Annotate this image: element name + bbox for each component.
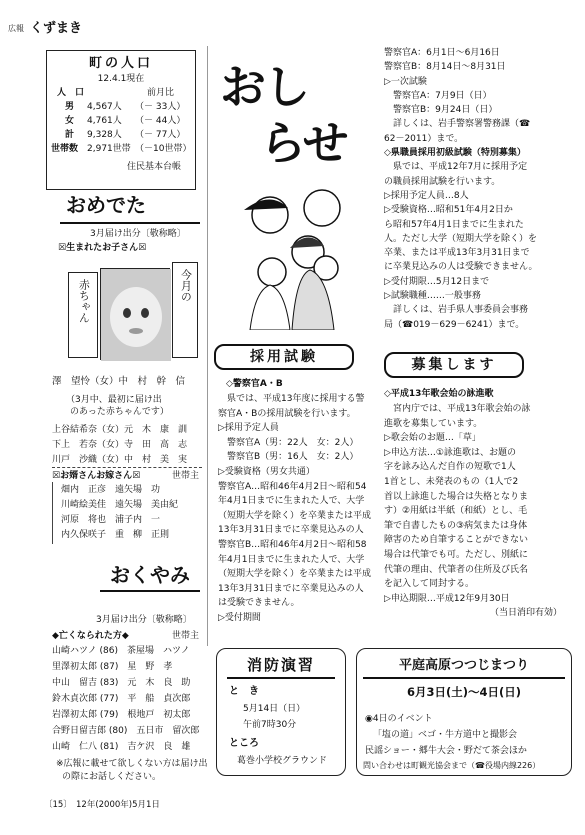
family-illustration	[230, 180, 360, 330]
photo-caption-right-text: 今月の	[179, 269, 193, 302]
boshu-title: ◇平成13年歌会始の詠進歌	[384, 389, 494, 399]
population-as-of: 12.4.1現在	[97, 74, 145, 84]
recruit-col3-line: ▷受付期限…5月12日まで	[384, 276, 490, 287]
divider	[52, 467, 202, 468]
boshu-line: 字を詠み込んだ自作の短歌で1人	[384, 462, 516, 473]
death-item: 鈴木貞次郎 (77) 平 船 貞次郎	[52, 694, 191, 704]
population-title: 町の人口	[88, 56, 153, 71]
congrats-note: 3月届け出分〔敬称略〕	[90, 229, 186, 239]
recruit-col3-line: 人。ただし大学（短期大学を除く）を	[384, 233, 538, 244]
festival-box	[356, 648, 572, 776]
recruit-col3-line: ▷採用予定人員…8人	[384, 190, 469, 201]
photo-caption-left-text: 赤ちゃん	[77, 279, 91, 323]
featured-note: のあった赤ちゃんです）	[70, 407, 169, 417]
boshu-line: す）②用紙は半紙（和紙）とし、毛	[384, 506, 528, 517]
death-item: 里澤初太郎 (87) 星 野 孝	[52, 662, 173, 672]
birth-item: 上谷結希奈（女）元 木 康 訓	[52, 425, 188, 435]
photo-caption-left	[68, 272, 98, 358]
boshu-line: ▷歌会始のお題…「草」	[384, 433, 481, 444]
festival-underline	[363, 677, 565, 679]
population-row-value: 2,971世帯	[87, 144, 131, 154]
population-row-diff: （－ 44人）	[135, 116, 186, 126]
death-item: 山崎 仁八 (81) 吉ケ沢 良 雄	[52, 742, 191, 752]
condolence-underline	[100, 590, 200, 592]
death-item: 合野日留吉郎 (80) 五日市 留次郎	[52, 726, 200, 736]
recruit-banner: 採用試験	[214, 344, 354, 370]
recruit-col3-line: 警察官B：9月24日（日）	[384, 105, 498, 116]
population-row-diff: （－10世帯）	[135, 144, 192, 154]
population-row-diff: （－ 77人）	[135, 130, 186, 140]
drill-date: 5月14日（日）	[243, 704, 306, 714]
death-col-head: 世帯主	[172, 631, 200, 641]
recruit-line: 警察官B…昭和46年4月2日～昭和58	[218, 539, 367, 550]
marriage-item: 畑内 正彦 遠矢場 功	[61, 485, 161, 495]
population-box	[46, 50, 196, 190]
recruit-col3-line: ら昭和57年4月1日までに生まれた	[384, 219, 524, 230]
recruit-line: ▷採用予定人員	[218, 423, 279, 434]
population-row-label: 計	[65, 130, 75, 140]
boshu-line: ▷申込方法…①詠進歌は、お題の	[384, 447, 516, 458]
featured-note: （3月中、最初に届け出	[66, 395, 162, 405]
population-row-value: 9,328人	[87, 130, 122, 140]
drill-underline	[227, 677, 335, 679]
recruit-line: 警察官A（男：22人 女：2人）	[218, 437, 359, 448]
population-row-label: 女	[65, 116, 75, 126]
condolence-heading: おくやみ	[110, 563, 190, 587]
congrats-underline	[60, 222, 200, 224]
boshu-line: （当日消印有効）	[489, 608, 562, 619]
drill-time: 午前7時30分	[243, 720, 297, 730]
population-row-label: 世帯数	[51, 144, 79, 154]
population-row-value: 4,761人	[87, 116, 122, 126]
festival-dates: 6月3日(土)～4日(日)	[406, 685, 522, 699]
population-col-head: 前月比	[147, 88, 175, 98]
footer-page: 〔15〕	[44, 800, 72, 810]
festival-title: 平庭高原つつじまつり	[398, 658, 529, 673]
boshu-line: 1首とし、未発表のもの（1人で2	[384, 476, 519, 487]
recruit-line: 警察官B（男：16人 女：2人）	[218, 452, 359, 463]
boshu-line: 首以上詠進した場合は失格となりま	[384, 491, 529, 502]
recruit-col3-line: 62－2011）まで。	[384, 133, 464, 144]
header-town-prefix: 広報	[8, 24, 24, 33]
recruit-line: は受験できません。	[218, 598, 300, 609]
police-title: ◇警察官A・B	[226, 379, 283, 389]
festival-line: 民謡ショー・郷牛大会・野だて茶会ほか	[365, 746, 527, 756]
recruit-line: （短期大学を除く）を卒業または平成	[218, 569, 372, 580]
drill-title: 消防演習	[246, 656, 315, 674]
recruit-col3-line: ▷試験職種……一般事務	[384, 291, 481, 302]
recruit-col3	[384, 46, 576, 332]
boshu-line: ▷申込期限…平成12年9月30日	[384, 593, 510, 604]
recruit-col3-line: 警察官B：8月14日～8月31日	[384, 62, 506, 73]
boshu-body	[384, 402, 576, 621]
marriage-label: ☒お婿さんお嫁さん☒	[52, 471, 141, 481]
recruit-line: 年4月1日までに生まれた人で、大学	[218, 554, 365, 565]
photo-caption-right	[172, 262, 198, 358]
death-item: 山崎ハツノ (86) 茶屋場 ハツノ	[52, 646, 190, 656]
festival-contact: 問い合わせは町観光協会まで（☎役場内線226）	[363, 761, 541, 770]
boshu-line: 場合は代筆でも可。ただし、別紙に	[384, 549, 529, 560]
recruit-col3-line: ▷一次試験	[384, 76, 427, 87]
featured-birth: 澤 望怜（女）中 村 幹 信	[52, 376, 186, 387]
recruit-line: 13年3月31日までに卒業見込みの人	[218, 525, 364, 536]
marriage-item: 川崎絵美佳 遠矢場 美由紀	[61, 500, 179, 510]
recruit-col3-line: ◇県職員採用初級試験（特別募集）	[384, 148, 526, 159]
column-rule	[207, 46, 208, 646]
birth-item: 下上 若奈（女）寺 田 高 志	[52, 440, 188, 450]
recruit-line: ▷受験資格（男女共通）	[218, 466, 315, 477]
marriage-item: 内久保咲子 重 柳 正則	[61, 530, 170, 540]
oshirase-line2: らせ	[260, 116, 347, 170]
footnote: の際にお話しください。	[62, 772, 162, 782]
recruit-col3-line: 警察官A：6月1日～6月16日	[384, 48, 500, 58]
boshu-banner: 募集します	[384, 352, 524, 378]
recruit-line: 県では、平成13年度に採用する警	[218, 394, 365, 404]
recruit-col3-line: 県では、平成12年7月に採用予定	[384, 162, 528, 173]
recruit-line: ▷受付期間	[218, 612, 261, 623]
population-row-label: 男	[65, 102, 75, 112]
death-item: 岩澤初太郎 (79) 根地戸 初太郎	[52, 710, 191, 720]
recruit-col3-line: 卒業、または平成13年3月31日まで	[384, 248, 530, 259]
recruit-line: （短期大学を除く）を卒業または平成	[218, 510, 372, 521]
recruit-line: 13年3月31日までに卒業見込みの人	[218, 583, 364, 594]
recruit-line: 年4月1日までに生まれた人で、大学	[218, 496, 365, 507]
congrats-heading: おめでた	[66, 193, 146, 217]
birth-item: 川戸 沙織（女）中 村 美 実	[52, 455, 188, 465]
death-item: 中山 留吉 (83) 元 木 良 助	[52, 678, 191, 688]
population-row-label: 人 口	[57, 88, 85, 98]
oshirase-box	[216, 60, 372, 174]
festival-line: 「塩の道」ベゴ・牛方道中と撮影会	[373, 730, 518, 740]
recruit-line: 察官A・Bの採用試験を行います。	[218, 408, 356, 419]
population-row-diff: （－ 33人）	[135, 102, 186, 112]
boshu-line: を記入して同封する。	[384, 579, 475, 590]
recruit-col3-line: 局（☎019－629－6241）まで。	[384, 319, 525, 330]
recruit-col3-line: 詳しくは、岩手警察署警務課（☎	[384, 119, 531, 130]
recruit-line: 警察官A…昭和46年4月2日～昭和54	[218, 481, 367, 492]
header-title: くずまき	[30, 21, 83, 36]
boshu-line: 代筆の理由、代筆者の住所及び氏名	[384, 564, 529, 575]
baby-photo	[100, 268, 170, 360]
recruit-col3-line: に卒業見込みの人は受験できません。	[384, 262, 538, 273]
baby-face-image	[101, 269, 171, 361]
drill-box	[216, 648, 346, 776]
condolence-note: 3月届け出分〔敬称略〕	[96, 615, 192, 625]
drill-place: 葛巻小学校グラウンド	[237, 756, 328, 766]
boshu-line: 進歌を募集しています。	[384, 418, 483, 429]
population-row-value: 4,567人	[87, 102, 122, 112]
recruit-col3-line: 警察官A：7月9日（日）	[384, 90, 492, 101]
recruit-col3-line: の職員採用試験を行います。	[384, 176, 501, 187]
oshirase-line1: おし	[220, 60, 308, 114]
marriage-list	[52, 482, 202, 544]
drill-when-label: と き	[229, 686, 259, 697]
boshu-line: 筆で自書したもの③病気または身体	[384, 520, 528, 531]
drill-where-label: ところ	[229, 738, 259, 749]
footer-issue: 12年(2000年)5月1日	[76, 800, 160, 810]
population-source: 住民基本台帳	[127, 162, 182, 172]
births-label: ☒生まれたお子さん☒	[58, 243, 147, 253]
marriage-col-head: 世帯主	[172, 471, 200, 481]
festival-event-label: ◉4日のイベント	[365, 714, 433, 724]
death-list-label: ◆亡くなられた方◆	[52, 631, 129, 641]
recruit-body	[218, 392, 372, 626]
boshu-line: 障害のため自筆することができない	[384, 535, 529, 546]
marriage-item: 河原 将也 浦子内 一	[61, 515, 161, 525]
boshu-line: 宮内庁では、平成13年歌会始の詠	[384, 404, 531, 414]
recruit-col3-line: ▷受験資格…昭和51年4月2日か	[384, 205, 513, 216]
footnote: ※広報に載せて欲しくない方は届け出	[56, 759, 208, 769]
recruit-col3-line: 詳しくは、岩手県人事委員会事務	[384, 305, 529, 316]
